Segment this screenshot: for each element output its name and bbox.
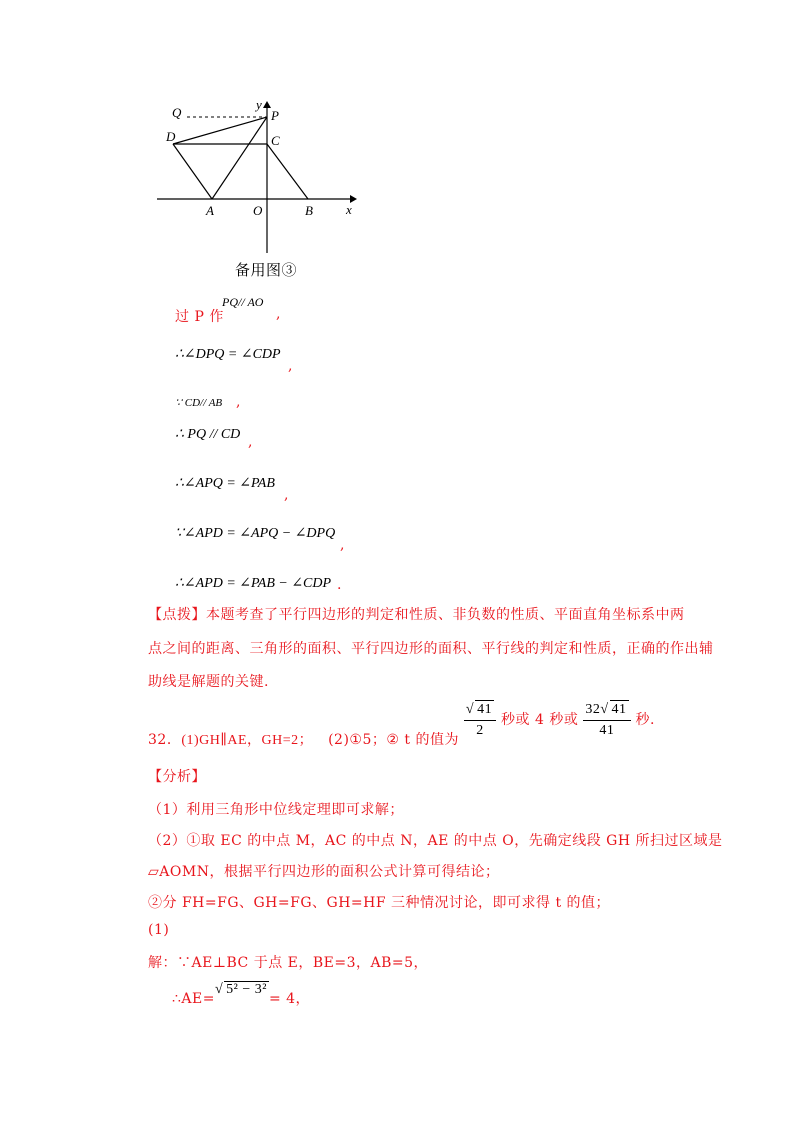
geometry-figure (150, 95, 370, 260)
y-axis-arrow (263, 101, 271, 108)
proof-line-1-end: , (276, 306, 281, 322)
segment-ap (212, 117, 267, 199)
proof-line-1-prefix: 过 P 作 (175, 309, 224, 325)
label-a: A (206, 203, 214, 218)
segment-da (173, 144, 212, 199)
frac2-numerator: 41 (611, 702, 627, 717)
proof-line-4-comma: , (248, 434, 253, 450)
label-o: O (253, 203, 263, 218)
label-c: C (271, 133, 280, 148)
tip-line-3: 助线是解题的关键. (148, 674, 269, 690)
tip-text-1: 本题考查了平行四边形的判定和性质、非负数的性质、平面直角坐标系中两 (206, 607, 685, 623)
proof-line-7-period: . (337, 577, 342, 593)
proof-line-2: ∴∠DPQ = ∠CDP (175, 347, 281, 362)
q32-answer (148, 700, 655, 748)
fraction-sqrt41-over-2: $\frac{√ 41}{2}$ (464, 700, 496, 740)
proof-line-6-comma: , (340, 537, 345, 553)
q32-end: 秒. (635, 712, 655, 728)
fraction-32sqrt41-over-41: $\frac{32√ 41}{41}$ (583, 700, 630, 740)
analysis-line-7-suffix: = 4， (268, 991, 311, 1007)
analysis-line-7: ∴AE=√ 5² − 3²= 4， (172, 982, 311, 1007)
tip-line-2: 点之间的距离、三角形的面积、平行四边形的面积、平行线的判定和性质，正确的作出辅 (148, 641, 714, 657)
analysis-line-5: (1) (148, 922, 170, 938)
q32-part1: (1)GH∥AE，GH=2； (181, 733, 314, 748)
segment-cb (267, 144, 308, 199)
proof-line-3: ∵ CD// AB (175, 397, 223, 409)
segment-dp (173, 117, 267, 144)
frac2-denominator: 41 (599, 723, 615, 738)
proof-line-3-comma: , (236, 394, 241, 410)
label-x: x (346, 202, 352, 217)
proof-line-5: ∴∠APQ = ∠PAB (175, 476, 275, 491)
tip-label: 【点拨】 (148, 607, 206, 623)
label-p: P (271, 108, 279, 123)
proof-line-5-comma: , (284, 487, 289, 503)
analysis-label: 【分析】 (148, 769, 206, 785)
label-y: y (256, 97, 262, 112)
label-b: B (305, 203, 313, 218)
proof-line-2-comma: , (288, 358, 293, 374)
analysis-line-2: （2）①取 EC 的中点 M，AC 的中点 N，AE 的中点 O，先确定线段 GH 所扫过区域是 (148, 833, 723, 849)
q32-number: 32． (148, 732, 182, 748)
q32-part2: (2)①5；② t 的值为 (328, 732, 459, 748)
analysis-line-3: ▱AOMN，根据平行四边形的面积公式计算可得结论； (148, 864, 500, 880)
frac1-denominator: 2 (476, 723, 484, 738)
proof-line-7: ∴∠APD = ∠PAB − ∠CDP (175, 576, 332, 591)
analysis-line-7-prefix: ∴AE= (172, 991, 215, 1007)
analysis-line-1: （1）利用三角形中位线定理即可求解； (148, 802, 404, 818)
frac2-coefficient: 32 (585, 702, 601, 717)
proof-line-1-expr: PQ// AO (222, 295, 264, 309)
label-q: Q (172, 105, 182, 120)
sqrt-expression: 5² − 3² (226, 982, 267, 997)
analysis-line-4: ②分 FH=FG、GH=FG、GH=HF 三种情况讨论，即可求得 t 的值； (148, 895, 611, 911)
figure-caption: 备用图③ (235, 261, 298, 279)
frac1-numerator: 41 (477, 702, 493, 717)
proof-line-6: ∵∠APD = ∠APQ − ∠DPQ (175, 526, 336, 541)
tip-line-1 (148, 604, 685, 624)
q32-mid: 秒或 4 秒或 (501, 712, 579, 728)
label-d: D (166, 129, 176, 144)
proof-line-4: ∴ PQ // CD (175, 427, 241, 442)
analysis-line-6: 解：∵AE⊥BC 于点 E，BE=3，AB=5， (148, 955, 429, 971)
